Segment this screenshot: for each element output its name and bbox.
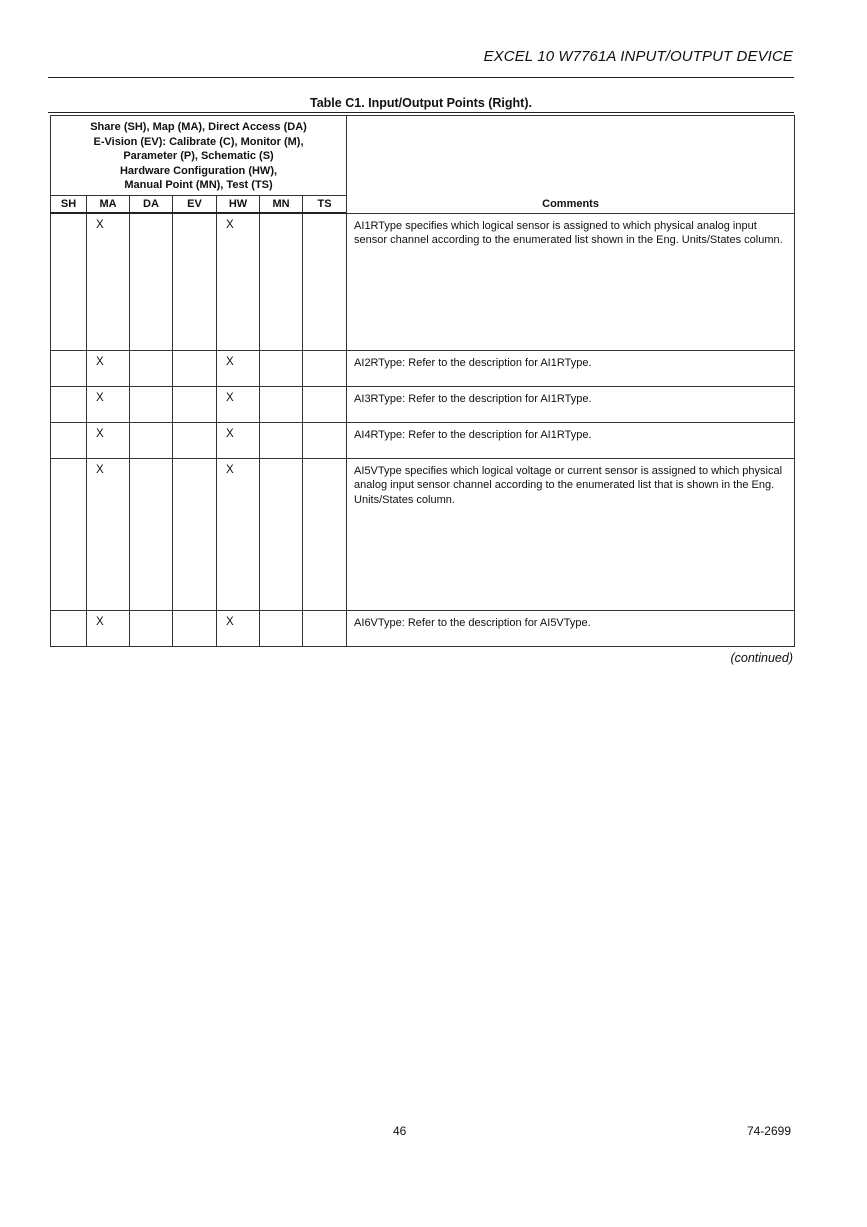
cell-da xyxy=(130,350,173,386)
cell-ev xyxy=(173,386,217,422)
cell-mn xyxy=(260,350,303,386)
group-header-line: Parameter (P), Schematic (S) xyxy=(123,150,274,162)
table-row xyxy=(51,610,795,646)
cell-comment: AI1RType specifies which logical sensor is assigned to which physical analog input sensor channel according to the enumerated list shown in the Eng. Units/States column. xyxy=(347,213,795,350)
page-number: 46 xyxy=(393,1124,407,1138)
cell-comment: AI3RType: Refer to the description for AI1RType. xyxy=(347,386,795,422)
cell-ev xyxy=(173,213,217,350)
group-header-line: Manual Point (MN), Test (TS) xyxy=(124,179,273,191)
cell-sh xyxy=(51,350,87,386)
table-row xyxy=(51,458,795,610)
cell-comment: AI5VType specifies which logical voltage or current sensor is assigned to which physical analog input sensor channel according to the enumerated list that is shown in the Eng. Units/States column. xyxy=(347,458,795,610)
cell-ts xyxy=(303,458,347,610)
cell-mn xyxy=(260,422,303,458)
cell-ev xyxy=(173,422,217,458)
caption-divider xyxy=(48,112,794,113)
cell-mn xyxy=(260,458,303,610)
running-header-title: EXCEL 10 W7761A INPUT/OUTPUT DEVICE xyxy=(483,48,793,65)
cell-ev xyxy=(173,458,217,610)
cell-comment: AI4RType: Refer to the description for AI1RType. xyxy=(347,422,795,458)
group-header-line: Hardware Configuration (HW), xyxy=(119,164,278,177)
cell-da xyxy=(130,386,173,422)
column-header-mn: MN xyxy=(260,196,303,214)
header-divider xyxy=(48,77,794,78)
cell-ma: X xyxy=(87,350,130,386)
column-header-hw: HW xyxy=(217,196,260,214)
cell-da xyxy=(130,213,173,350)
column-group-header xyxy=(51,116,347,196)
table-caption: Table C1. Input/Output Points (Right). xyxy=(310,96,532,110)
continued-note: (continued) xyxy=(730,651,793,665)
input-output-points-table xyxy=(50,115,795,647)
column-header-sh: SH xyxy=(51,196,87,214)
table-row xyxy=(51,350,795,386)
cell-comment: AI6VType: Refer to the description for AI5VType. xyxy=(347,610,795,646)
cell-ma: X xyxy=(87,213,130,350)
cell-sh xyxy=(51,610,87,646)
column-header-da: DA xyxy=(130,196,173,214)
cell-ma: X xyxy=(87,458,130,610)
cell-hw: X xyxy=(217,610,260,646)
cell-mn xyxy=(260,213,303,350)
cell-ts xyxy=(303,213,347,350)
cell-ma: X xyxy=(87,422,130,458)
table-row xyxy=(51,213,795,350)
comments-column-header xyxy=(347,116,795,214)
cell-ts xyxy=(303,350,347,386)
cell-hw: X xyxy=(217,350,260,386)
cell-ev xyxy=(173,350,217,386)
cell-ev xyxy=(173,610,217,646)
cell-hw: X xyxy=(217,422,260,458)
group-header-line: E-Vision (EV): Calibrate (C), Monitor (M), xyxy=(93,135,304,148)
column-header-ma: MA xyxy=(87,196,130,214)
cell-hw: X xyxy=(217,386,260,422)
cell-comment: AI2RType: Refer to the description for AI1RType. xyxy=(347,350,795,386)
cell-ma: X xyxy=(87,610,130,646)
cell-ts xyxy=(303,386,347,422)
cell-sh xyxy=(51,213,87,350)
group-header-line: Share (SH), Map (MA), Direct Access (DA) xyxy=(90,121,307,133)
cell-ma: X xyxy=(87,386,130,422)
cell-sh xyxy=(51,386,87,422)
cell-da xyxy=(130,610,173,646)
document-number: 74-2699 xyxy=(746,1124,791,1138)
cell-da xyxy=(130,458,173,610)
cell-mn xyxy=(260,610,303,646)
column-header-ev: EV xyxy=(173,196,217,214)
cell-da xyxy=(130,422,173,458)
cell-sh xyxy=(51,458,87,610)
comments-header-label: Comments xyxy=(542,197,599,210)
cell-hw: X xyxy=(217,458,260,610)
column-header-ts: TS xyxy=(303,196,347,214)
cell-ts xyxy=(303,422,347,458)
cell-hw: X xyxy=(217,213,260,350)
cell-ts xyxy=(303,610,347,646)
cell-mn xyxy=(260,386,303,422)
cell-sh xyxy=(51,422,87,458)
table-row xyxy=(51,422,795,458)
table-row xyxy=(51,386,795,422)
